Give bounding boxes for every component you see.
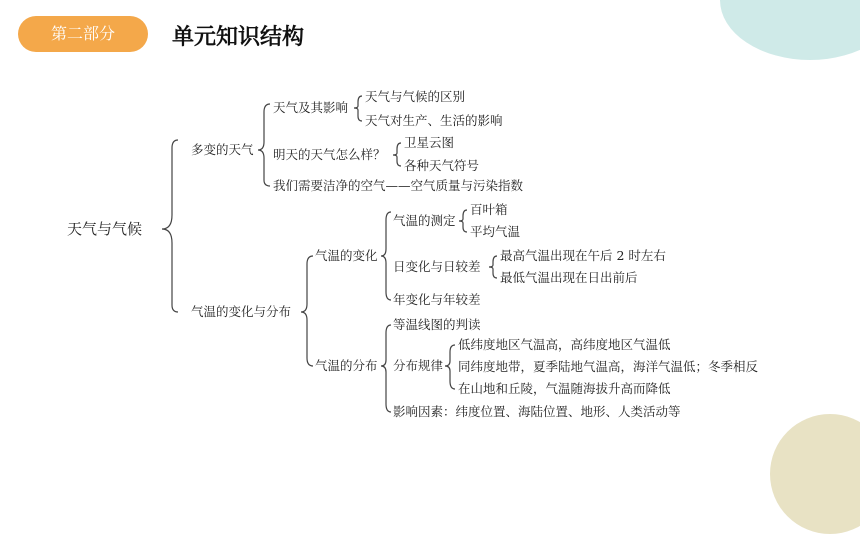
page-title: 单元知识结构 [172,25,305,50]
bracket-weather [258,104,270,186]
weather-node: 多变的天气 [191,142,254,157]
pattern-item: 低纬度地区气温高，高纬度地区气温低 [458,337,671,352]
bracket-impact [354,96,362,121]
forecast-item: 卫星云图 [404,135,455,150]
forecast-node: 明天的天气怎么样？ [273,147,386,162]
pattern-item: 在山地和丘陵，气温随海拔升高而降低 [458,381,671,396]
bracket-pattern [445,345,455,389]
temperature-node: 气温的变化与分布 [191,304,292,319]
bracket-daily [489,256,497,278]
pattern-node: 分布规律 [393,358,444,373]
bracket-root [162,140,178,312]
bracket-forecast [393,143,401,166]
forecast-item: 各种天气符号 [404,158,480,173]
factors-node: 影响因素：纬度位置、海陆位置、地形、人类活动等 [393,404,681,419]
measure-item: 百叶箱 [470,202,508,217]
measure-node: 气温的测定 [393,213,456,228]
annual-node: 年变化与年较差 [393,292,481,307]
daily-item: 最低气温出现在日出前后 [500,270,638,285]
root-node: 天气与气候 [67,220,143,238]
bracket-temperature [301,256,313,366]
section-badge: 第二部分 [18,16,148,52]
distribution-node: 气温的分布 [315,358,378,373]
bracket-change [381,212,391,300]
measure-item: 平均气温 [470,224,521,239]
bracket-distribution [381,325,391,412]
impact-item: 天气对生产、生活的影响 [365,113,503,128]
isotherm-node: 等温线图的判读 [393,317,481,332]
daily-item: 最高气温出现在午后 2 时左右 [500,248,666,263]
impact-node: 天气及其影响 [273,100,349,115]
pattern-item: 同纬度地带，夏季陆地气温高，海洋气温低；冬季相反 [458,359,759,374]
bracket-measure [459,210,467,232]
impact-item: 天气与气候的区别 [365,89,466,104]
daily-node: 日变化与日较差 [393,259,481,274]
air-node: 我们需要洁净的空气——空气质量与污染指数 [273,178,524,193]
change-node: 气温的变化 [315,248,378,263]
